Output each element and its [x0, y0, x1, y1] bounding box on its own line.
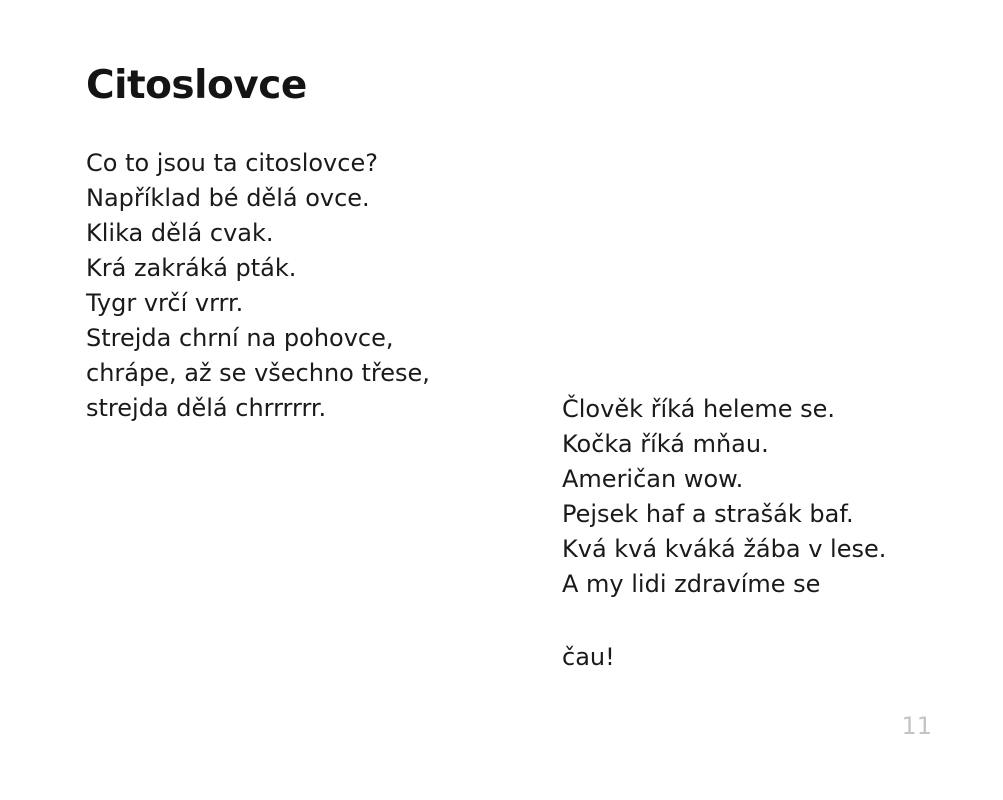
poem-stanza-right: [562, 392, 886, 602]
poem-stanza-left: [86, 146, 430, 426]
poem-line: chrápe, až se všechno třese,: [86, 359, 430, 387]
poem-coda: [562, 640, 615, 675]
poem-line: strejda dělá chrrrrrr.: [86, 394, 327, 422]
poem-line: Například bé dělá ovce.: [86, 184, 370, 212]
poem-line: Strejda chrní na pohovce,: [86, 324, 394, 352]
poem-line-coda: čau!: [562, 643, 615, 671]
page-number: 11: [901, 712, 932, 740]
poem-line: Co to jsou ta citoslovce?: [86, 149, 378, 177]
poem-line: Tygr vrčí vrrr.: [86, 289, 244, 317]
poem-line: Kočka říká mňau.: [562, 430, 769, 458]
poem-line: A my lidi zdravíme se: [562, 570, 821, 598]
poem-line: Krá zakráká pták.: [86, 254, 297, 282]
page-title: Citoslovce: [86, 63, 307, 108]
poem-line: Člověk říká heleme se.: [562, 395, 836, 423]
poem-line: Američan wow.: [562, 465, 744, 493]
poem-line: Pejsek haf a strašák baf.: [562, 500, 854, 528]
poem-line: Klika dělá cvak.: [86, 219, 274, 247]
poem-line: Kvá kvá kváká žába v lese.: [562, 535, 887, 563]
